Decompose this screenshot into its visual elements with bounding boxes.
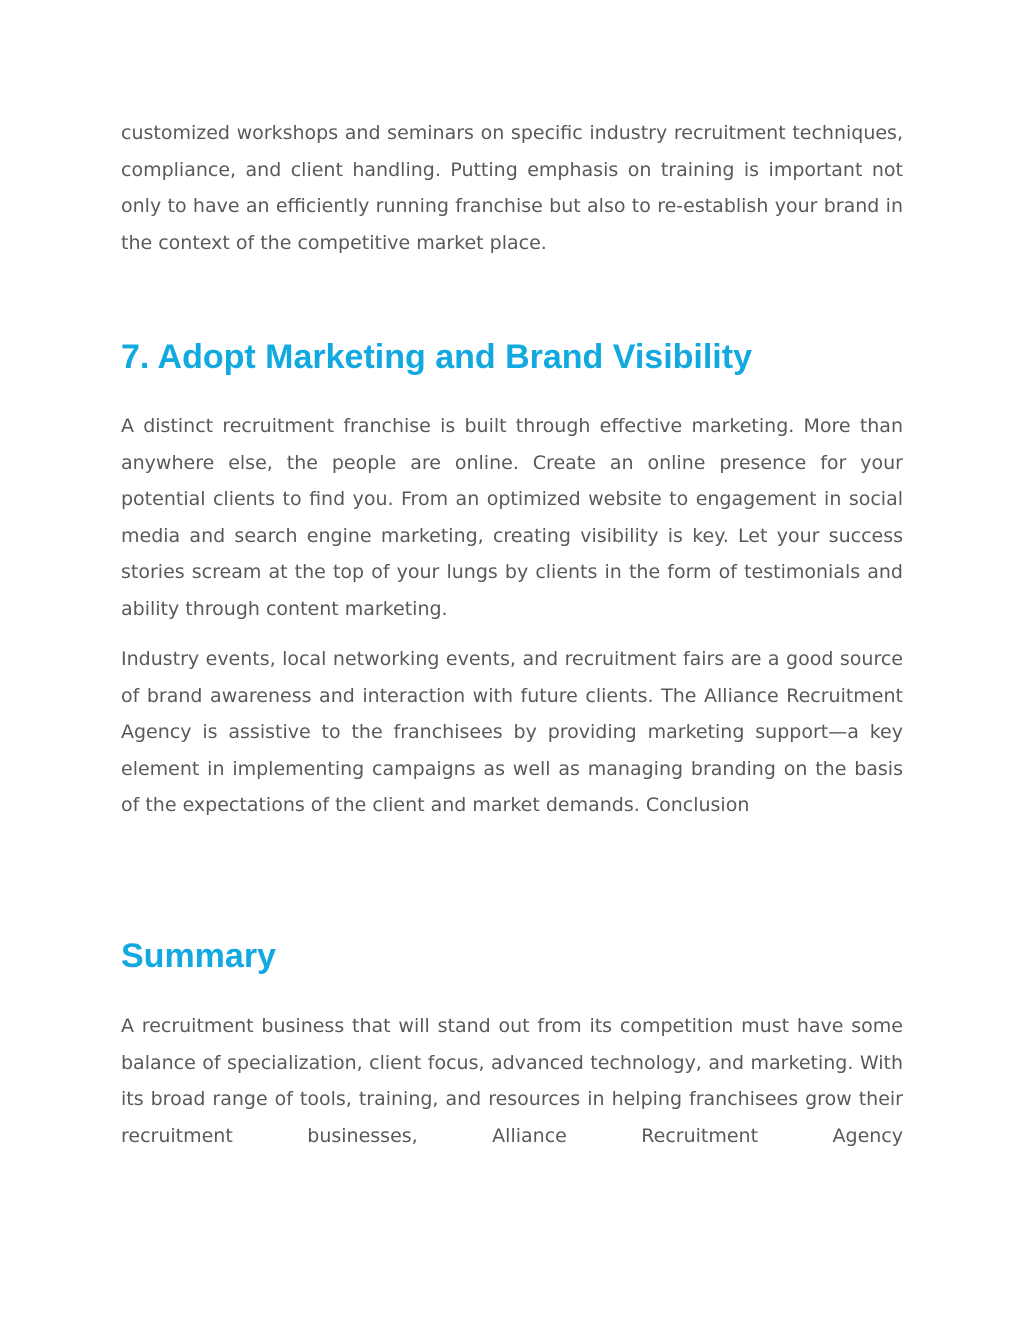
section-7-paragraph-1: A distinct recruitment franchise is built through effective marketing. More than anywhere else, the people are online. Create an online presence for your potential clients to find you. From an optimized website to engagement in social media and search engine marketing, creating visibility is key. Let your success stories scream at the top of your lungs by clients in the form of testimonials and ability through content marketing. [121, 415, 903, 620]
summary-paragraph: A recruitment business that will stand out from its competition must have some balance of specialization, client focus, advanced technology, and marketing. With its broad range of tools, training, and resources in helping franchisees grow their recruitment businesses, Alliance Recruitment Agency [121, 1015, 903, 1147]
summary-heading: Summary [121, 937, 276, 975]
section-7-paragraph-2: Industry events, local networking events, and recruitment fairs are a good source of brand awareness and interaction with future clients. The Alliance Recruitment Agency is assistive to the franchisees by providing marketing support—a key element in implementing campaigns as well as managing branding on the basis of the expectations of the client and market demands. Conclusion [121, 648, 903, 817]
intro-paragraph: customized workshops and seminars on specific industry recruitment techniques, compliance, and client handling. Putting emphasis on training is important not only to have an efficiently running franchise but also to re-establish your brand in the context of the competitive market place. [121, 122, 903, 254]
section-7-heading: 7. Adopt Marketing and Brand Visibility [121, 338, 752, 376]
